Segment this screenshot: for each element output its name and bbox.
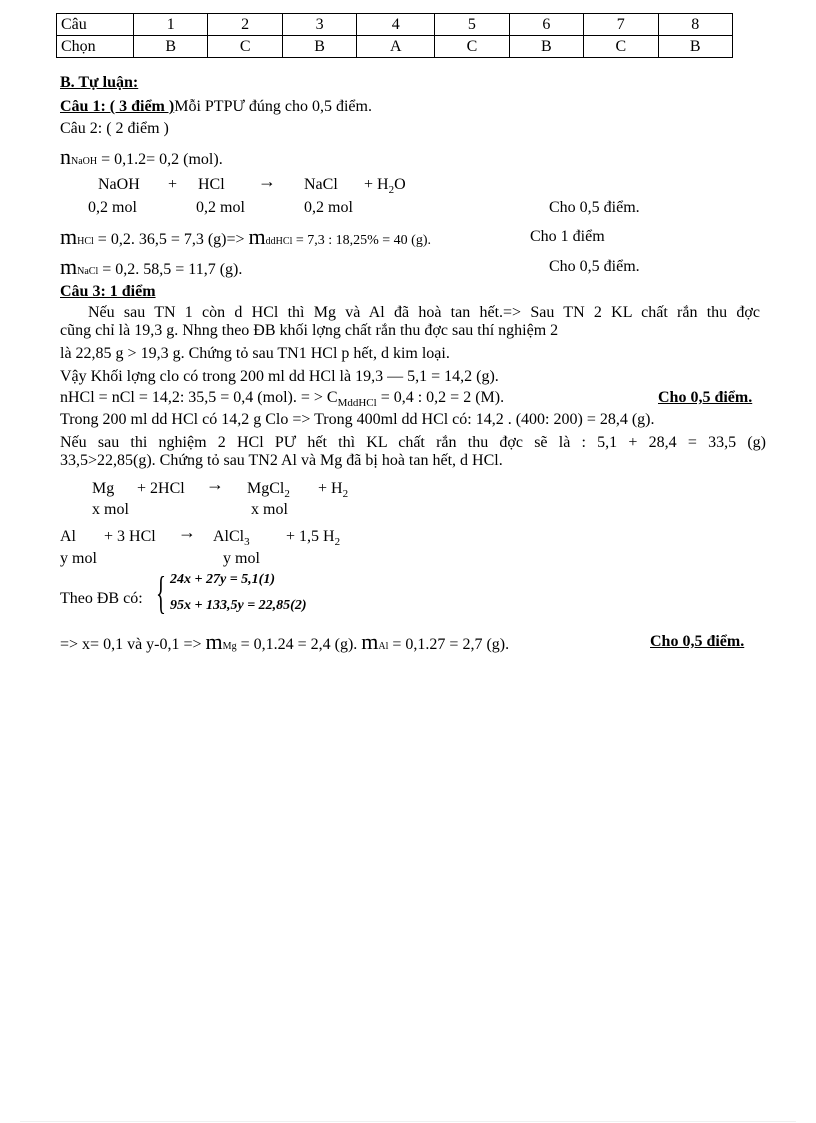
table-cell: 4: [357, 14, 435, 36]
table-cell: 6: [509, 14, 583, 36]
table-cell-label: Chọn: [57, 36, 134, 58]
m-hcl-line: mHCl = 0,2. 36,5 = 7,3 (g)=> mddHCl = 7,3 : 18,25% = 40 (g). Cho 1 điểm: [60, 224, 605, 249]
cau3-title: Câu 3: 1 điểm: [60, 283, 156, 300]
eq-al: Al + 3 HCl → AlCl$_3$ + 1,5 $H_2$: [60, 522, 341, 549]
mol-naoh: 0,2 mol 0,2 mol 0,2 mol Cho 0,5 điểm.: [88, 199, 640, 216]
brace-icon: {: [156, 567, 166, 618]
n-naoh-line: nNaOH = 0,1.2= 0,2 (mol).: [60, 144, 223, 169]
table-cell: 2: [208, 14, 282, 36]
cau3-line8: 33,5>22,85(g). Chứng tỏ sau TN2 Al và Mg đã bị hoà tan hết, d HCl.: [60, 452, 503, 469]
m-nacl-line: mNaCl = 0,2. 58,5 = 11,7 (g). Cho 0,5 điểm.: [60, 254, 640, 279]
system-eq2: 95x + 133,5y = 22,85(2): [170, 598, 307, 613]
table-row-answers: [57, 36, 733, 58]
cau1-line: [60, 98, 372, 116]
table-cell: 7: [584, 14, 658, 36]
table-cell: C: [435, 36, 509, 58]
cau3-para-line3: là 22,85 g > 19,3 g. Chứng tỏ sau TN1 HCl p hết, d kim loại.: [60, 345, 450, 362]
system-eq1: 24x + 27y = 5,1(1): [170, 572, 275, 587]
arrow-icon: →: [178, 522, 196, 542]
score-note: Cho 0,5 điểm.: [549, 199, 640, 216]
table-cell: 5: [435, 14, 509, 36]
table-cell: 3: [282, 14, 356, 36]
table-row-questions: [57, 14, 733, 36]
cau3-para-line1: Nếu sau TN 1 còn d HCl thì Mg và Al đã hoà tan hết.=> Sau TN 2 KL chất rắn thu đợc: [88, 304, 760, 321]
score-note: Cho 0,5 điểm.: [650, 633, 745, 650]
answer-table: [56, 13, 733, 58]
cau3-line7: Nếu sau thi nghiệm 2 HCl PƯ hết thì KL chất rắn thu đợc sẽ là : 5,1 + 28,4 = 33,5 (g): [60, 434, 766, 451]
section-title: B. Tự luận:: [60, 74, 139, 91]
table-cell: 8: [658, 14, 732, 36]
table-cell: B: [134, 36, 208, 58]
table-cell-label: Câu: [57, 14, 134, 36]
table-cell: 1: [134, 14, 208, 36]
table-cell: B: [658, 36, 732, 58]
system-label: Theo ĐB có:: [60, 590, 143, 607]
table-cell: B: [509, 36, 583, 58]
mol-mg: x mol x mol: [92, 501, 288, 518]
score-note: Cho 0,5 điểm.: [658, 389, 753, 406]
table-cell: C: [584, 36, 658, 58]
final-line: => x= 0,1 và y-0,1 => mMg = 0,1.24 = 2,4 (g). mAl = 0,1.27 = 2,7 (g). Cho 0,5 điểm.: [60, 629, 745, 654]
arrow-icon: →: [258, 171, 276, 191]
eq-mg: Mg + 2HCl → MgCl$_2$ + $H_2$: [92, 474, 349, 501]
table-cell: C: [208, 36, 282, 58]
table-cell: A: [357, 36, 435, 58]
cau3-line5: nHCl = nCl = 14,2: 35,5 = 0,4 (mol). = > $C_{MddHCl} = 0,4$ : 0,2 = 2 (M). Cho 0,5 điểm.: [60, 389, 753, 410]
cau1-text: Mỗi PTPƯ đúng cho 0,5 điểm.: [174, 98, 372, 115]
page-divider: [20, 1121, 796, 1122]
cau3-line4: Vậy Khối lợng clo có trong 200 ml dd HCl là 19,3 — 5,1 = 14,2 (g).: [60, 368, 499, 385]
cau3-para-line2: cũng chỉ là 19,3 g. Nhng theo ĐB khối lợng chất rắn thu đợc sau thí nghiệm 2: [60, 322, 559, 339]
cau2-title: Câu 2: ( 2 điểm ): [60, 120, 169, 137]
table-cell: B: [282, 36, 356, 58]
score-note: Cho 1 điểm: [530, 228, 605, 245]
eq-naoh: NaOH + HCl → NaCl + $H_2O$: [98, 171, 406, 197]
cau1-title: Câu 1: ( 3 điểm ): [60, 98, 175, 115]
cau3-line6: Trong 200 ml dd HCl có 14,2 g Clo => Trong 400ml dd HCl có: 14,2 . (400: 200) = 28,4 (g).: [60, 411, 655, 428]
arrow-icon: →: [206, 474, 224, 494]
mol-al: y mol y mol: [60, 550, 260, 567]
score-note: Cho 0,5 điểm.: [549, 258, 640, 275]
